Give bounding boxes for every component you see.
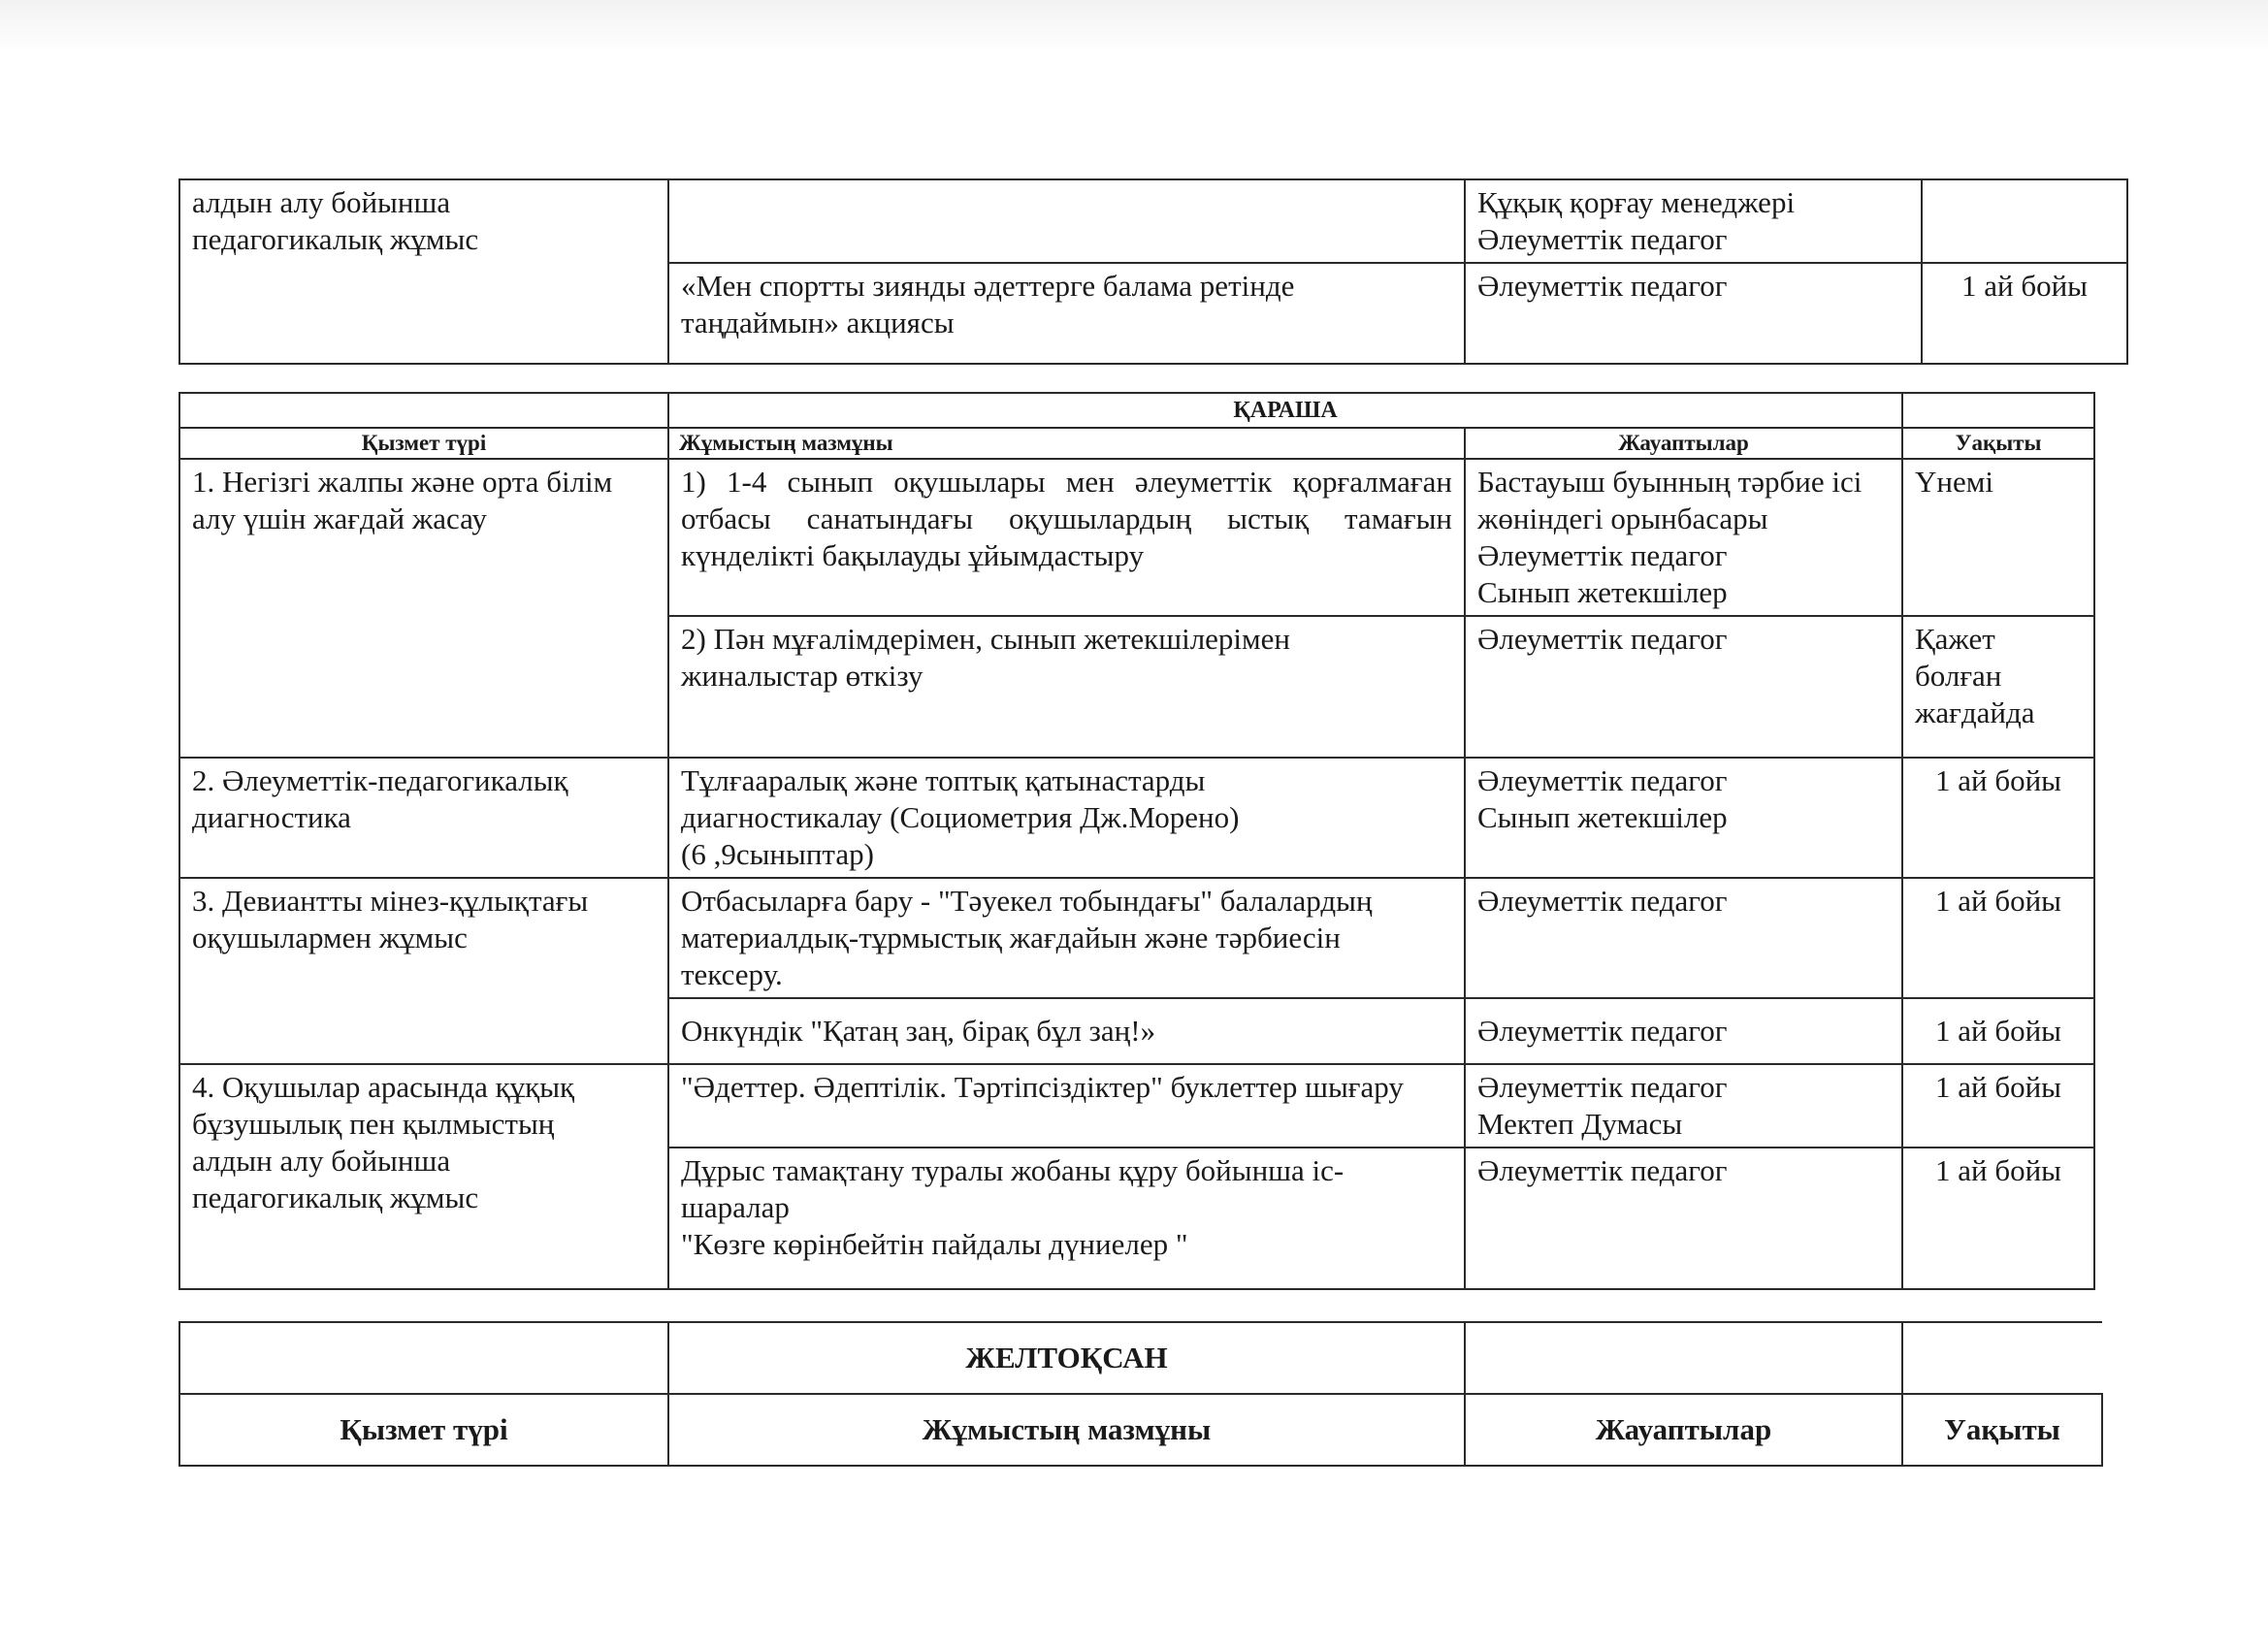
plan-table-november — [178, 392, 2095, 1290]
work-content-cell — [668, 263, 1465, 364]
time-text: Қажет болған жағдайда — [1915, 622, 2035, 729]
responsible-cell — [1465, 758, 1902, 878]
responsible-text: Бастауыш буынның тәрбие ісі жөніндегі орынбасары Әлеуметтік педагог Сынып жетекшілер — [1477, 465, 1863, 609]
work-content-text: Тұлғааралық және топтық қатынастарды диагностикалау (Социометрия Дж.Морено) (6 ,9сыныптар) — [681, 763, 1240, 871]
time-text: 1 ай бойы — [1934, 884, 2062, 918]
time-cell — [1902, 758, 2094, 878]
header-row — [179, 1394, 2102, 1466]
activity-type-cell — [179, 758, 668, 878]
time-cell — [1922, 263, 2127, 364]
responsible-cell — [1465, 616, 1902, 758]
work-content-cell — [668, 758, 1465, 878]
responsible-cell — [1465, 1064, 1902, 1148]
activity-type-text: алдын алу бойынша педагогикалық жұмыс — [192, 185, 479, 256]
empty-cell — [179, 1322, 668, 1394]
time-text: 1 ай бойы — [1934, 763, 2062, 797]
plan-table-continuation — [178, 178, 2128, 365]
activity-type-text: 4. Оқушылар арасында құқық бұзушылық пен қылмыстың алдын алу бойынша педагогикалық жұмыс — [192, 1070, 575, 1214]
header-responsible: Жауаптылар — [1465, 428, 1902, 459]
work-content-text: Дұрыс тамақтану туралы жобаны құру бойынша іс- шаралар "Көзге көрінбейтін пайдалы дүниелер " — [681, 1153, 1345, 1261]
time-cell — [1902, 1148, 2094, 1289]
activity-type-text: 1. Негізгі жалпы және орта білім алу үшін жағдай жасау — [192, 465, 613, 535]
activity-type-cell — [179, 459, 668, 758]
work-content-cell — [668, 878, 1465, 998]
empty-cell — [1465, 1322, 1902, 1394]
work-content-text: «Мен спортты зиянды әдеттерге балама ретінде таңдаймын» акциясы — [681, 269, 1295, 340]
time-text: 1 ай бойы — [1960, 269, 2089, 303]
responsible-cell — [1465, 459, 1902, 616]
work-content-cell — [668, 616, 1465, 758]
time-text: Үнемі — [1915, 465, 1993, 499]
responsible-text: Әлеуметтік педагог Мектеп Думасы — [1477, 1070, 1728, 1141]
header-time: Уақыты — [1902, 1394, 2102, 1466]
month-row — [179, 393, 2094, 428]
time-text: 1 ай бойы — [1934, 1014, 2062, 1048]
time-cell — [1902, 998, 2094, 1064]
work-content-cell — [668, 1064, 1465, 1148]
responsible-text: Әлеуметтік педагог Сынып жетекшілер — [1477, 763, 1728, 834]
work-content-cell — [668, 179, 1465, 263]
header-content: Жұмыстың мазмұны — [668, 1394, 1465, 1466]
work-content-text: Отбасыларға бару - "Тәуекел тобындағы" балалардың материалдық-тұрмыстық жағдайын және тәрбиесін тексеру. — [681, 884, 1373, 991]
activity-type-text: 2. Әлеуметтік-педагогикалық диагностика — [192, 763, 568, 834]
responsible-text: Әлеуметтік педагог — [1477, 1153, 1728, 1187]
time-cell — [1902, 878, 2094, 998]
header-type: Қызмет түрі — [179, 428, 668, 459]
month-row — [179, 1322, 2102, 1394]
empty-cell — [1902, 393, 2094, 428]
time-cell — [1902, 459, 2094, 616]
responsible-text: Әлеуметтік педагог — [1477, 622, 1728, 656]
header-content: Жұмыстың мазмұны — [668, 428, 1465, 459]
work-content-text: 2) Пән мұғалімдерімен, сынып жетекшілерімен жиналыстар өткізу — [681, 622, 1291, 693]
empty-cell — [179, 393, 668, 428]
header-row — [179, 428, 2094, 459]
empty-cell — [1902, 1322, 2102, 1394]
work-content-cell — [668, 998, 1465, 1064]
work-content-cell — [668, 459, 1465, 616]
activity-type-cell — [179, 179, 668, 364]
work-content-text: Онкүндік "Қатаң заң, бірақ бұл заң!» — [681, 1014, 1156, 1048]
table-row — [179, 878, 2094, 998]
work-content-text: 1) 1-4 сынып оқушылары мен әлеуметтік қорғалмаған отбасы санатындағы оқушылардың ыстық тамағын күнделікті бақылауды ұйымдастыру — [681, 465, 1452, 572]
month-title: ҚАРАША — [668, 393, 1902, 428]
responsible-cell — [1465, 998, 1902, 1064]
header-time: Уақыты — [1902, 428, 2094, 459]
time-text: 1 ай бойы — [1934, 1153, 2062, 1187]
activity-type-cell — [179, 878, 668, 1064]
responsible-text: Құқық қорғау менеджері Әлеуметтік педагог — [1477, 185, 1796, 256]
table-row — [179, 459, 2094, 616]
time-cell — [1902, 616, 2094, 758]
responsible-text: Әлеуметтік педагог — [1477, 884, 1728, 918]
plan-table-december — [178, 1321, 2103, 1467]
time-cell — [1922, 179, 2127, 263]
responsible-cell — [1465, 878, 1902, 998]
responsible-cell — [1465, 179, 1922, 263]
header-responsible: Жауаптылар — [1465, 1394, 1902, 1466]
time-text: 1 ай бойы — [1934, 1070, 2062, 1104]
responsible-cell — [1465, 263, 1922, 364]
work-content-cell — [668, 1148, 1465, 1289]
activity-type-text: 3. Девиантты мінез-құлықтағы оқушылармен жұмыс — [192, 884, 589, 954]
work-content-text: "Әдеттер. Әдептілік. Тәртіпсіздіктер" буклеттер шығару — [681, 1070, 1404, 1104]
table-row — [179, 179, 2127, 263]
month-title: ЖЕЛТОҚСАН — [668, 1322, 1465, 1394]
scan-shadow — [0, 0, 2268, 52]
responsible-text: Әлеуметтік педагог — [1477, 269, 1728, 303]
table-row — [179, 1064, 2094, 1148]
time-cell — [1902, 1064, 2094, 1148]
activity-type-cell — [179, 1064, 668, 1289]
responsible-cell — [1465, 1148, 1902, 1289]
table-row — [179, 758, 2094, 878]
header-type: Қызмет түрі — [179, 1394, 668, 1466]
responsible-text: Әлеуметтік педагог — [1477, 1014, 1728, 1048]
